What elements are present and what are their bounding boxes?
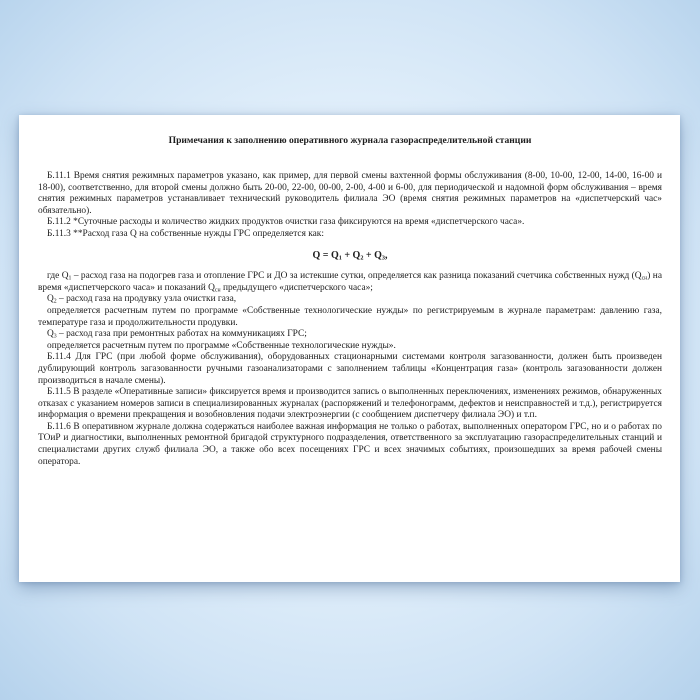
paragraph: где $Q_1$ – расход газа на подогрев газа и отопление ГРС и ДО за истекшие сутки, определяется как разница показаний счетчика собственных нужд $(Q_{сн})$ на время «диспетчерского часа» и показаний $Q_{сн}$ предыдущего «диспетчерского часа»; [38,271,662,294]
subscript: 2 [53,298,57,305]
subscript: 1 [338,254,342,262]
paragraph: Б.11.4 Для ГРС (при любой форме обслуживания), оборудованных стационарными системами контроля загазованности, должен быть произведен дублирующий контроль загазованности ручными газоанализаторами с заполнением таблицы «Концентрация газа» (контроль загазованности должен производиться в начале смены). [38,352,662,386]
document-body [38,171,662,468]
formula: $Q = Q_1 + Q_2 + Q_3$, [312,249,388,262]
paragraph: Б.11.5 В разделе «Оперативные записи» фиксируется время и производится запись о выполненных переключениях, изменениях режимов, обнаруженных отказах с указанием номеров записи в специализированных журналах (распоряжений и телефонограмм, дефектов и неисправностей и т.д.), регистрируется информация о времени прекращения и возобновления подачи электроэнергии (с сообщением диспетчеру филиала ЭО) и т.п. [38,387,662,421]
paragraph: Б.11.1 Время снятия режимных параметров указано, как пример, для первой смены вахтенной формы обслуживания (8-00, 10-00, 12-00, 14-00, 16-00 и 18-00), соответственно, для второй смены должно быть 20-00, 22-00, 00-00, 2-00, 4-00 и 6-00, для периодической и надомной форм обслуживания – время снятия режимных параметров устанавливает технический руководитель филиала ЭО (время снятия режимных параметров на «диспетчерский час» обязательно). [38,171,662,216]
paragraph: определяется расчетным путем по программе «Собственные технологические нужды» по регистрируемым в журнале параметрам: давлению газа, температуре газа и продолжительности продувки. [38,305,662,328]
subscript: 3 [53,333,57,340]
paragraph: Б.11.2 *Суточные расходы и количество жидких продуктов очистки газа фиксируются на время «диспетчерского часа». [47,217,525,228]
subscript: 3 [381,254,385,262]
document-title: Примечания к заполнению оперативного журнала газораспределительной станции [168,135,532,146]
subscript: 2 [360,254,364,262]
paragraph: Б.11.3 **Расход газа Q на собственные нужды ГРС определяется как: [47,228,324,239]
paragraph: $Q_3$ – расход газа при ремонтных работах на коммуникациях ГРС; [47,329,307,340]
subscript: 1 [68,275,72,282]
subscript: сн [214,287,221,294]
paragraph: Б.11.6 В оперативном журнале должна содержаться наиболее важная информация не только о работах, выполненных оператором ГРС, но и о работах по ТОиР и диагностики, выполненных ремонтной бригадой структурного подразделения, ответственного за эксплуатацию газораспределительных станций и специалистами других служб филиала ЭО, а также обо всех посещениях ГРС и всех значимых событиях, произошедших за время рабочей смены оператора. [38,421,662,467]
paragraph: определяется расчетным путем по программе «Собственные технологические нужды». [47,340,396,351]
document-page [19,115,680,582]
paragraph: $Q_2$ – расход газа на продувку узла очистки газа, [47,294,237,305]
subscript: сн [641,275,648,282]
